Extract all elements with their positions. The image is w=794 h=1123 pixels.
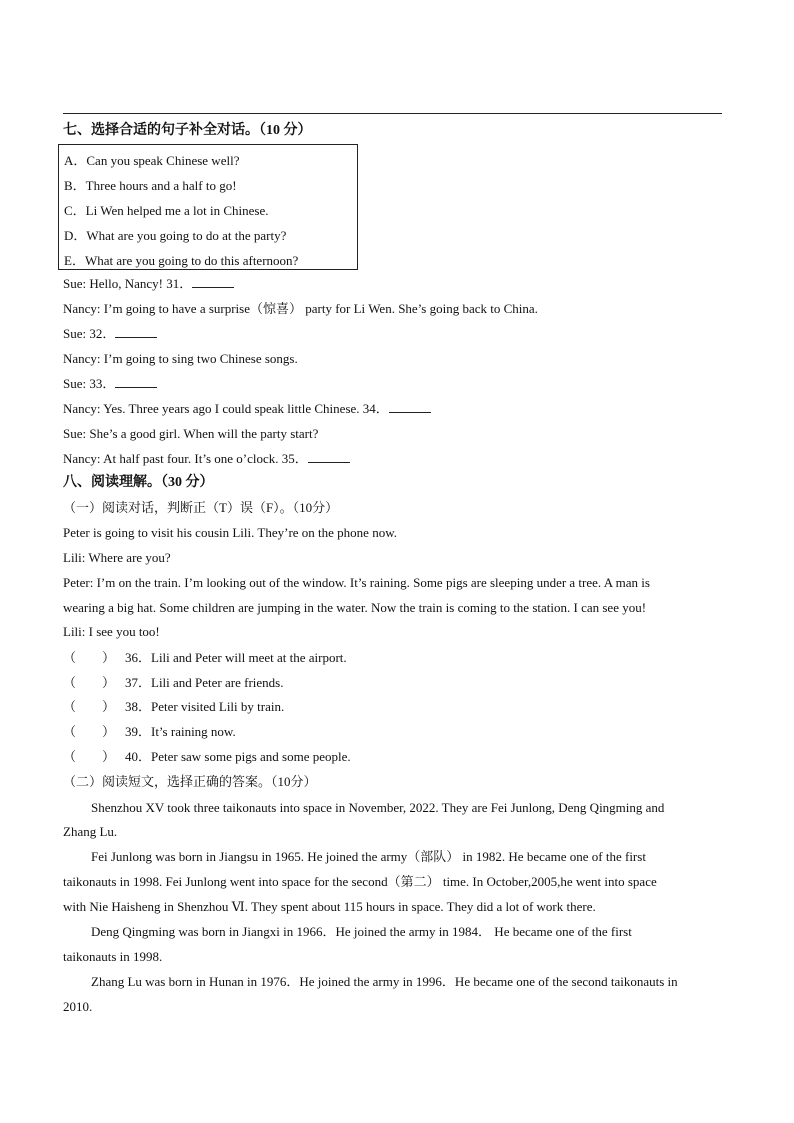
passage2-line: taikonauts in 1998. Fei Junlong went into space for the second（第二） time. In October,2005,he went into space — [63, 874, 657, 889]
dialogue-text: Sue: Hello, Nancy! 31． — [63, 276, 193, 291]
passage1-line: wearing a big hat. Some children are jumping in the water. Now the train is coming to the station. I can see you! — [63, 600, 647, 615]
question-40 — [63, 748, 351, 766]
question-39 — [63, 723, 236, 741]
answer-paren-38[interactable]: （ ） — [63, 699, 116, 714]
dialogue-line — [63, 425, 318, 443]
passage2-line: Zhang Lu was born in Hunan in 1976．He joined the army in 1996．He became one of the second taikonauts in — [91, 974, 678, 989]
answer-blank-31[interactable] — [192, 275, 234, 288]
passage2-line: taikonauts in 1998. — [63, 949, 163, 964]
question-text: 36．Lili and Peter will meet at the airport. — [125, 650, 347, 665]
dialogue-text: Sue: She’s a good girl. When will the party start? — [63, 426, 319, 441]
question-text: 40．Peter saw some pigs and some people. — [125, 749, 351, 764]
dialogue-line-31 — [63, 275, 234, 293]
dialogue-line-32 — [63, 325, 157, 343]
dialogue-line-35 — [63, 450, 350, 468]
dialogue-text: Nancy: At half past four. It’s one o’clock. 35． — [63, 451, 308, 466]
passage2-line: 2010. — [63, 999, 93, 1014]
passage2-line: Shenzhou XV took three taikonauts into space in November, 2022. They are Fei Junlong, Deng Qingming and — [91, 800, 665, 815]
passage2-line: with Nie Haisheng in Shenzhou Ⅵ. They spent about 115 hours in space. They did a lot of work there. — [63, 899, 596, 914]
options-box — [58, 144, 358, 270]
section7-heading: 七、选择合适的句子补全对话。（10 分） — [63, 123, 312, 138]
passage1-line: Lili: I see you too! — [63, 624, 160, 639]
dialogue-text: Nancy: Yes. Three years ago I could speak little Chinese. 34． — [63, 401, 389, 416]
option-e: E．What are you going to do this afternoon? — [64, 253, 299, 268]
section8-heading: 八、阅读理解。（30 分） — [63, 475, 214, 490]
answer-blank-35[interactable] — [308, 450, 350, 463]
answer-blank-33[interactable] — [115, 375, 157, 388]
answer-paren-37[interactable]: （ ） — [63, 675, 116, 690]
question-37 — [63, 674, 283, 692]
answer-paren-39[interactable]: （ ） — [63, 724, 116, 739]
passage2-line: Zhang Lu. — [63, 824, 118, 839]
question-36 — [63, 649, 347, 667]
dialogue-line — [63, 300, 538, 318]
answer-paren-40[interactable]: （ ） — [63, 749, 116, 764]
question-text: 39．It’s raining now. — [125, 724, 236, 739]
option-b: B．Three hours and a half to go! — [64, 178, 237, 193]
passage1-line: Peter is going to visit his cousin Lili. They’re on the phone now. — [63, 525, 397, 540]
dialogue-text: Sue: 33． — [63, 376, 116, 391]
passage2-line: Deng Qingming was born in Jiangxi in 1966．He joined the army in 1984． He became one of the first — [91, 924, 632, 939]
option-c: C．Li Wen helped me a lot in Chinese. — [64, 203, 269, 218]
passage1-line: Lili: Where are you? — [63, 550, 171, 565]
part1-title: （一）阅读对话，判断正（T）误（F）。（10分） — [63, 500, 339, 515]
dialogue-line-34 — [63, 400, 431, 418]
header-rule — [63, 113, 722, 114]
dialogue-text: Sue: 32． — [63, 326, 116, 341]
answer-blank-32[interactable] — [115, 325, 157, 338]
option-a: A．Can you speak Chinese well? — [64, 153, 240, 168]
answer-paren-36[interactable]: （ ） — [63, 650, 116, 665]
question-text: 37．Lili and Peter are friends. — [125, 675, 284, 690]
answer-blank-34[interactable] — [389, 400, 431, 413]
question-text: 38．Peter visited Lili by train. — [125, 699, 285, 714]
passage1-line: Peter: I’m on the train. I’m looking out of the window. It’s raining. Some pigs are sleeping under a tree. A man is — [63, 575, 650, 590]
dialogue-line-33 — [63, 375, 157, 393]
passage2-line: Fei Junlong was born in Jiangsu in 1965. He joined the army（部队） in 1982. He became one of the first — [91, 849, 646, 864]
question-38 — [63, 698, 284, 716]
part2-title: （二）阅读短文，选择正确的答案。（10分） — [63, 774, 317, 789]
option-d: D．What are you going to do at the party? — [64, 228, 287, 243]
dialogue-text: Nancy: I’m going to have a surprise（惊喜） party for Li Wen. She’s going back to China. — [63, 301, 538, 316]
dialogue-line — [63, 350, 298, 368]
dialogue-text: Nancy: I’m going to sing two Chinese songs. — [63, 351, 298, 366]
